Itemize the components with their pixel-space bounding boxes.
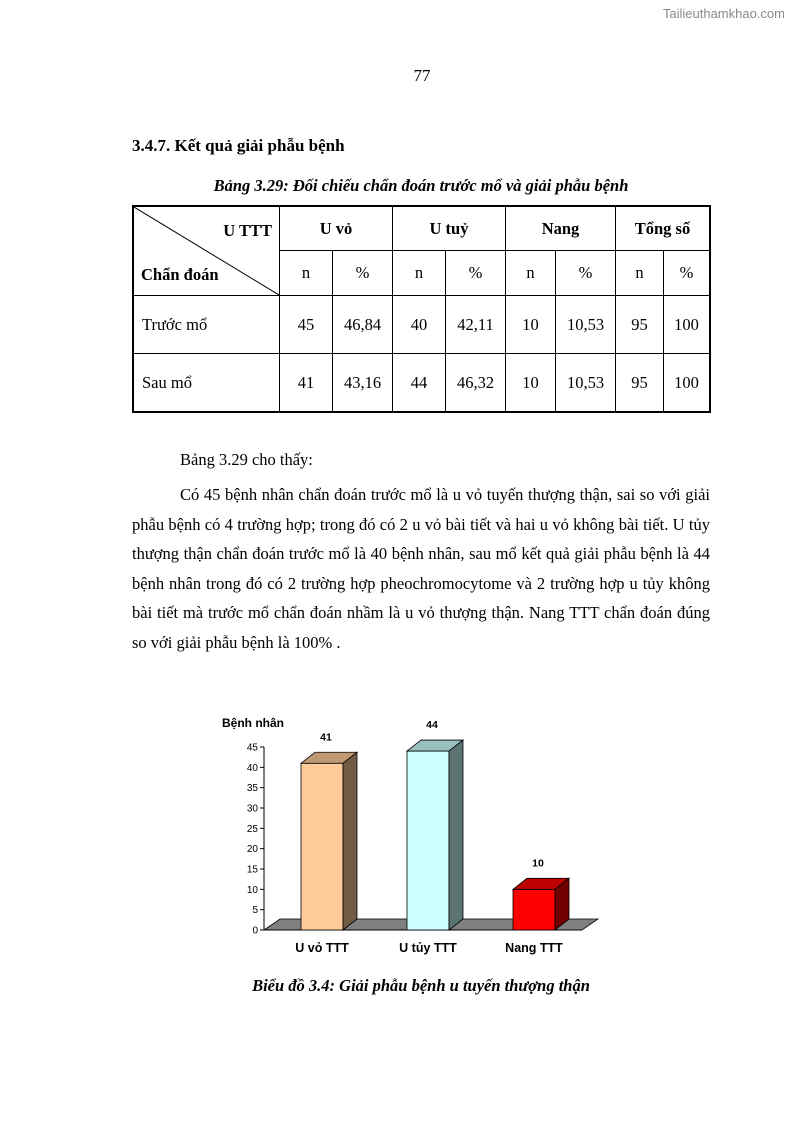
sub-header: n	[393, 251, 446, 296]
category-label: Nang TTT	[505, 941, 563, 955]
corner-bottom-label: Chẩn đoán	[141, 265, 219, 284]
bar-side	[449, 740, 463, 930]
group-header: U tuỷ	[393, 206, 506, 251]
table-cell: 95	[616, 296, 664, 354]
paragraph-intro: Bảng 3.29 cho thấy:	[180, 450, 313, 469]
bar-front	[513, 889, 555, 930]
table-cell: 95	[616, 354, 664, 413]
table-cell: 100	[664, 296, 711, 354]
group-header: U vỏ	[280, 206, 393, 251]
y-tick-label: 40	[246, 762, 258, 774]
table-cell: 100	[664, 354, 711, 413]
table-cell: 10,53	[556, 354, 616, 413]
bar-front	[407, 751, 449, 930]
group-header: Nang	[506, 206, 616, 251]
table-row	[133, 354, 710, 413]
data-label: 41	[320, 731, 332, 744]
table-caption: Bảng 3.29: Đối chiếu chẩn đoán trước mổ và giải phẫu bệnh	[213, 176, 629, 195]
category-label: U vỏ TTT	[295, 941, 349, 955]
y-tick-label: 0	[252, 925, 258, 937]
table-cell: 45	[280, 296, 333, 354]
table-cell: 10	[506, 296, 556, 354]
chart-caption: Biểu đồ 3.4: Giải phẫu bệnh u tuyến thượng thận	[252, 976, 590, 995]
group-header: Tổng số	[616, 206, 711, 251]
section-heading: 3.4.7. Kết quả giải phẫu bệnh	[132, 136, 345, 155]
diagonal-header-cell	[133, 206, 280, 296]
table-row	[133, 296, 710, 354]
table-cell: 40	[393, 296, 446, 354]
y-axis-label: Bệnh nhân	[222, 716, 284, 730]
data-label: 10	[532, 857, 544, 870]
bar-chart	[218, 710, 608, 970]
y-tick-label: 25	[246, 823, 258, 835]
y-tick-label: 10	[246, 884, 258, 896]
table-cell: 10,53	[556, 296, 616, 354]
table-cell: 42,11	[446, 296, 506, 354]
table-cell: 46,84	[333, 296, 393, 354]
data-label: 44	[426, 719, 438, 732]
table-cell: 46,32	[446, 354, 506, 413]
sub-header: %	[333, 251, 393, 296]
sub-header: n	[280, 251, 333, 296]
corner-top-label: U TTT	[223, 221, 272, 240]
table-cell: 44	[393, 354, 446, 413]
sub-header: n	[616, 251, 664, 296]
row-label: Sau mổ	[133, 354, 280, 413]
sub-header: %	[446, 251, 506, 296]
watermark: Tailieuthamkhao.com	[662, 6, 785, 21]
table-cell: 43,16	[333, 354, 393, 413]
sub-header: n	[506, 251, 556, 296]
y-tick-label: 35	[246, 783, 258, 795]
table-cell: 10	[506, 354, 556, 413]
chart-svg	[218, 710, 608, 970]
row-label: Trước mổ	[133, 296, 280, 354]
sub-header: %	[556, 251, 616, 296]
paragraph-body: Có 45 bệnh nhân chẩn đoán trước mổ là u vỏ tuyến thượng thận, sai so với giải phẫu bệnh có 4 trường hợp; trong đó có 2 u vỏ bài tiết và hai u vỏ không bài tiết. U tủy thượng thận chẩn đoán trước mổ là 40 bệnh nhân, sau mổ kết quả giải phẫu bệnh là 44 bệnh nhân trong đó có 2 trường hợp pheochromocytome và 2 trường hợp u tủy không bài tiết mà trước mổ chẩn đoán nhầm là u vỏ thượng thận. Nang TTT chẩn đoán đúng so với giải phẫu bệnh là 100% .	[132, 485, 710, 652]
category-label: U tủy TTT	[399, 941, 457, 955]
bar-side	[343, 752, 357, 930]
table-cell: 41	[280, 354, 333, 413]
y-tick-label: 20	[246, 844, 258, 856]
sub-header: %	[664, 251, 711, 296]
bar-front	[301, 763, 343, 930]
y-tick-label: 15	[246, 864, 258, 876]
comparison-table	[132, 205, 711, 413]
y-tick-label: 45	[246, 742, 258, 754]
y-tick-label: 5	[252, 905, 258, 917]
y-tick-label: 30	[246, 803, 258, 815]
page-number: 77	[413, 66, 431, 85]
